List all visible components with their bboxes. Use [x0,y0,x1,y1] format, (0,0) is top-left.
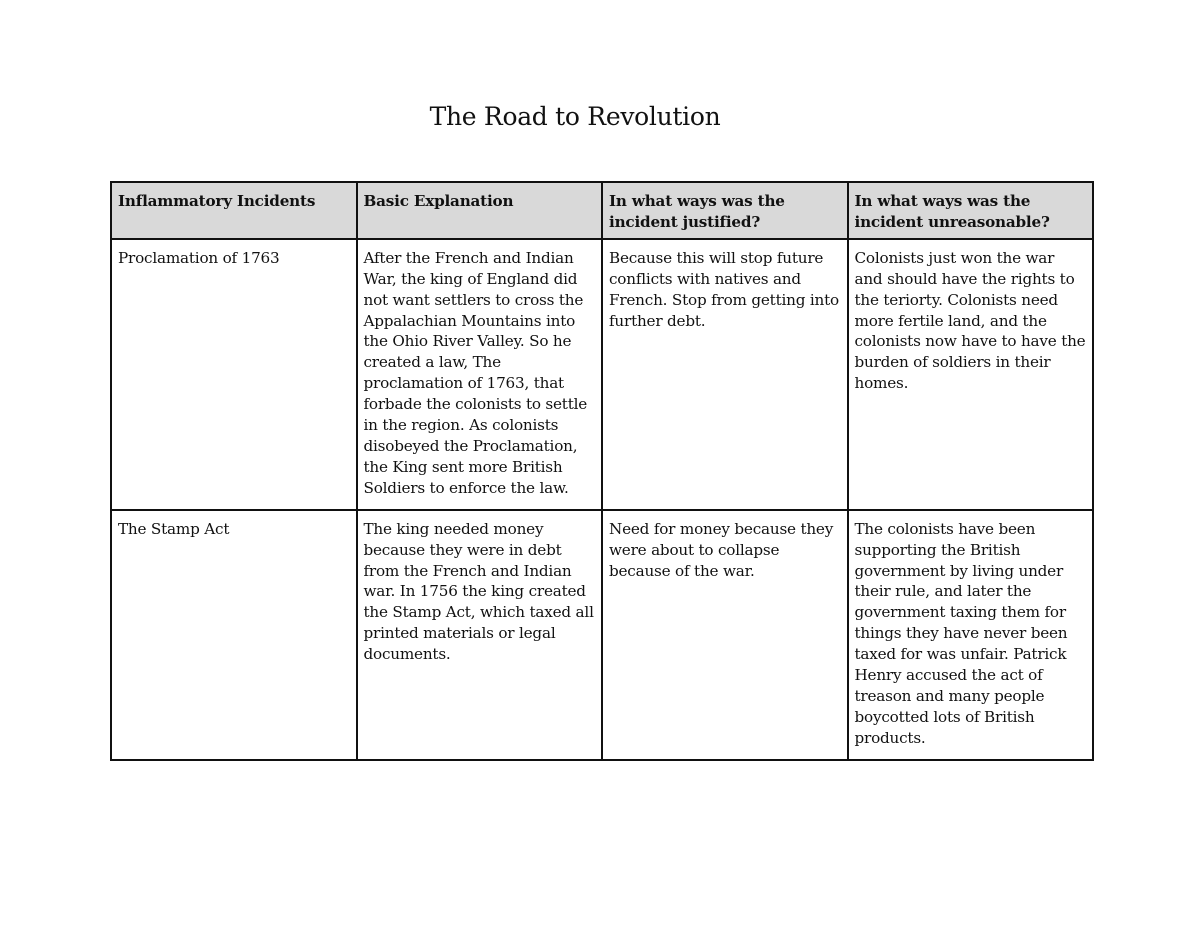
incident-name-cell: Proclamation of 1763 [111,239,357,510]
justified-cell: Need for money because they were about to collapse because of the war. [602,510,848,760]
table-header-row [111,182,1093,239]
header-justified: In what ways was the incident justified? [602,182,848,239]
unreasonable-cell: Colonists just won the war and should have the rights to the teriorty. Colonists need more fertile land, and the colonists now have to have the burden of soldiers in their homes. [848,239,1094,510]
header-inflammatory-incidents: Inflammatory Incidents [111,182,357,239]
header-unreasonable: In what ways was the incident unreasonable? [848,182,1094,239]
justified-cell: Because this will stop future conflicts with natives and French. Stop from getting into further debt. [602,239,848,510]
header-basic-explanation: Basic Explanation [357,182,603,239]
table-row [111,510,1093,760]
incident-name-cell: The Stamp Act [111,510,357,760]
page-title: The Road to Revolution [429,102,721,131]
explanation-cell: After the French and Indian War, the king of England did not want settlers to cross the Appalachian Mountains into the Ohio River Valley. So he created a law, The proclamation of 1763, that forbade the colonists to settle in the region. As colonists disobeyed the Proclamation, the King sent more British Soldiers to enforce the law. [357,239,603,510]
explanation-cell: The king needed money because they were in debt from the French and Indian war. In 1756 the king created the Stamp Act, which taxed all printed materials or legal documents. [357,510,603,760]
table-row [111,239,1093,510]
incidents-table [110,181,1094,761]
unreasonable-cell: The colonists have been supporting the British government by living under their rule, and later the government taxing them for things they have never been taxed for was unfair. Patrick Henry accused the act of treason and many people boycotted lots of British products. [848,510,1094,760]
